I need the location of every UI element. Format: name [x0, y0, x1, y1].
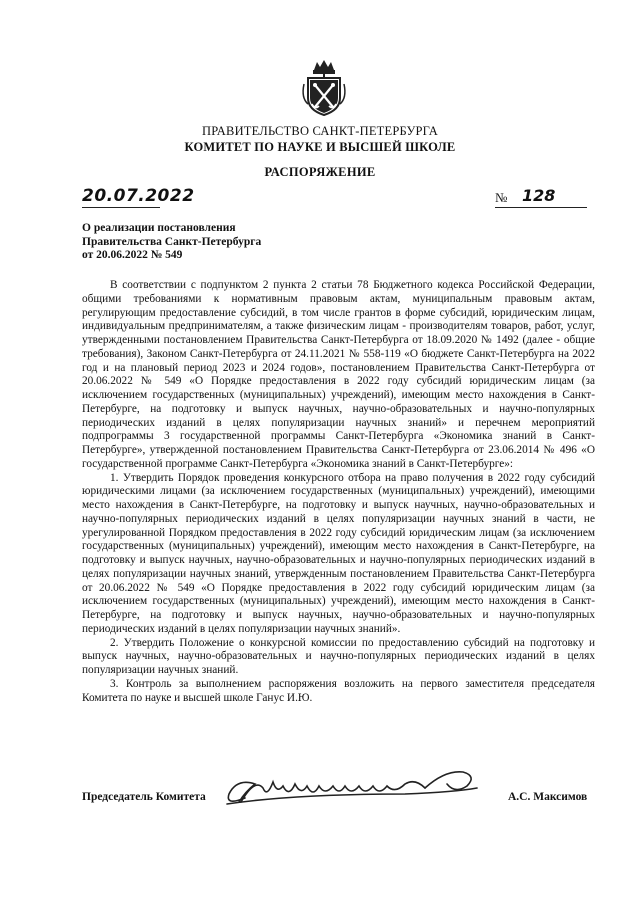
number-underline [495, 207, 587, 208]
number-sign: № [495, 190, 508, 205]
document-body [82, 279, 595, 705]
handwritten-signature [215, 758, 515, 818]
item-1-paragraph: 1. Утвердить Порядок проведения конкурсного отбора на право получения в 2022 году субсидий юридическими лицами (за исключением государственных (муниципальных) учреждений), имеющими место нахождения в Санкт-Петербурге, на подготовку и выпуск научных, научно-образовательных и научно-популярных периодических изданий в целях популяризации научных знаний в части, не урегулированной Порядком предоставления в 2022 году субсидий юридическим лицам (за исключением государственных (муниципальных) учреждений), имеющим место нахождения в Санкт-Петербурге, на подготовку и выпуск научных, научно-образовательных и научно-популярных периодических изданий в целях популяризации научных знаний, утвержденным постановлением Правительства Санкт-Петербурга от 20.06.2022 № 549 «О Порядке предоставления в 2022 году субсидий юридическим лицам (за исключением государственных (муниципальных) учреждений), имеющим место нахождения в Санкт-Петербурге, на подготовку и выпуск научных, научно-образовательных и научно-популярных периодических изданий в целях популяризации научных знаний». [82, 471, 595, 635]
subject-line: Правительства Санкт-Петербурга [82, 235, 262, 248]
subject-line: от 20.06.2022 № 549 [82, 249, 183, 261]
subject-line: О реализации постановления [82, 222, 236, 234]
document-number: 128 [522, 186, 556, 205]
date-underline [82, 207, 160, 208]
document-type-title: РАСПОРЯЖЕНИЕ [264, 165, 376, 179]
document-subject [82, 222, 342, 263]
signer-title: Председатель Комитета [82, 791, 206, 803]
coat-of-arms-icon [300, 58, 348, 118]
signer-name: А.С. Максимов [508, 791, 588, 803]
item-2-paragraph: 2. Утвердить Положение о конкурсной комиссии по предоставлению субсидий на подготовку и выпуск научных, научно-образовательных и научно-популярных периодических изданий в целях популяризации научных знаний. [82, 636, 595, 676]
org-line-committee: КОМИТЕТ ПО НАУКЕ И ВЫСШЕЙ ШКОЛЕ [184, 140, 456, 154]
item-3-paragraph: 3. Контроль за выполнением распоряжения возложить на первого заместителя председателя Комитета по науке и высшей школе Ганус И.Ю. [82, 677, 595, 704]
document-date: 20.07.2022 [82, 186, 195, 206]
preamble-paragraph: В соответствии с подпунктом 2 пункта 2 статьи 78 Бюджетного кодекса Российской Федерации, общими требованиями к нормативным правовым актам, муниципальным правовым актам, регулирующим предоставление субсидий, в том числе грантов в форме субсидий, юридическим лицам, индивидуальным предпринимателям, а также физическим лицам - производителям товаров, работ, услуг, утвержденными постановлением Правительства Санкт-Петербурга от 18.09.2020 № 1492 (далее - общие требования), Законом Санкт-Петербурга от 24.11.2021 № 558-119 «О бюджете Санкт-Петербурга на 2022 год и на плановый период 2023 и 2024 годов», постановлением Правительства Санкт-Петербурга от 20.06.2022 № 549 «О Порядке предоставления в 2022 году субсидий юридическим лицам (за исключением государственных (муниципальных) учреждений), имеющим место нахождения в Санкт-Петербурге, на подготовку и выпуск научных, научно-образовательных и научно-популярных периодических изданий в целях популяризации научных знаний» и перечнем мероприятий подпрограммы 3 государственной программы Санкт-Петербурга «Экономика знаний в Санкт-Петербурге», утвержденной постановлением Правительства Санкт-Петербурга от 23.06.2014 № 496 «О государственной программе Санкт-Петербурга «Экономика знаний в Санкт-Петербурге»: [82, 279, 595, 470]
org-line-government: ПРАВИТЕЛЬСТВО САНКТ-ПЕТЕРБУРГА [202, 124, 438, 138]
